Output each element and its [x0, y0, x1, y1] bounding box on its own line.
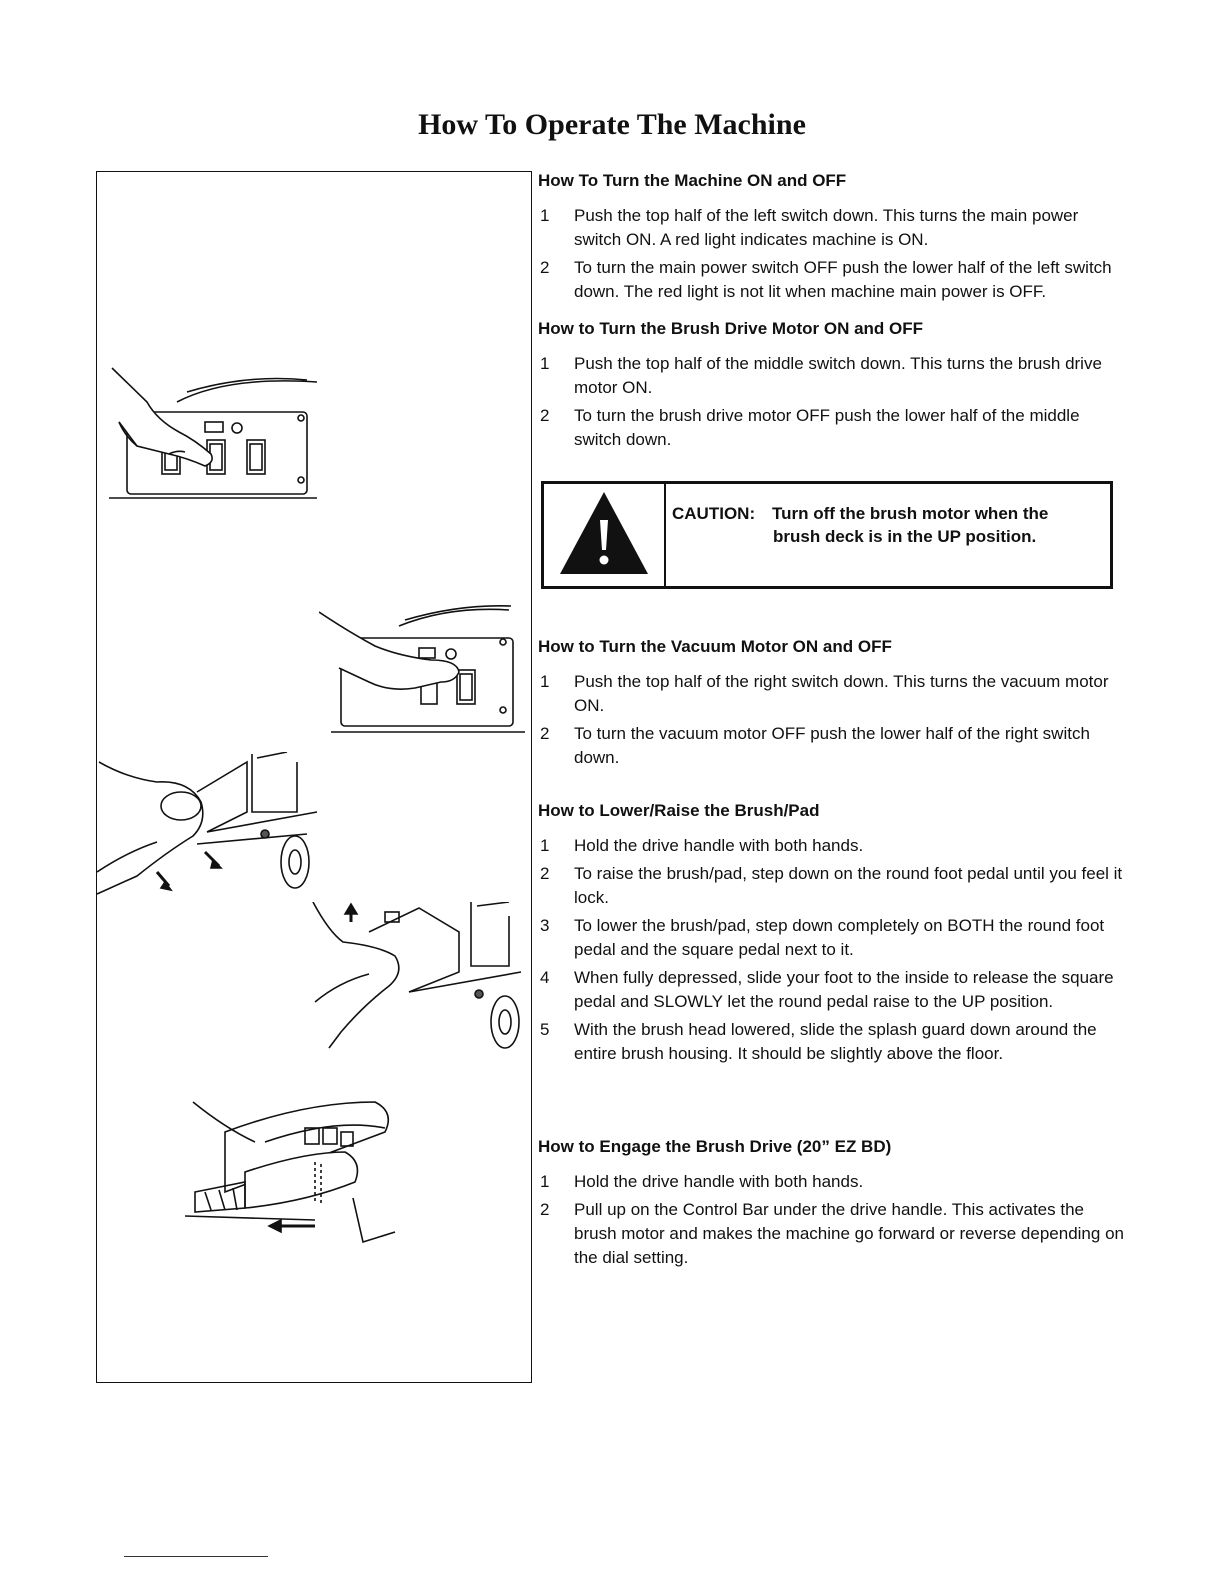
control-bar-illustration — [185, 1092, 415, 1252]
caution-message-line1: Turn off the brush motor when the — [772, 504, 1049, 523]
section-brush-motor — [538, 318, 1128, 452]
list-item: 4 When fully depressed, slide your foot to the inside to release the square pedal and SLOWLY let the round pedal raise to the UP position. — [540, 968, 1114, 1011]
switch-panel-right-illustration — [319, 602, 525, 742]
section-heading: How to Engage the Brush Drive (20” EZ BD) — [538, 1137, 892, 1156]
footer-rule — [124, 1556, 268, 1557]
caution-text — [666, 484, 1048, 586]
list-item: 1 Push the top half of the left switch down. This turns the main power switch ON. A red light indicates machine is ON. — [540, 206, 1079, 249]
list-item: 2 To turn the main power switch OFF push the lower half of the left switch down. The red light is not lit when machine main power is OFF. — [540, 258, 1112, 301]
list-item: 1 Push the top half of the right switch down. This turns the vacuum motor ON. — [540, 672, 1109, 715]
list-item: 2 Pull up on the Control Bar under the drive handle. This activates the brush motor and makes the machine go forward or reverse depending on the dial setting. — [540, 1200, 1124, 1267]
list-item: 2 To turn the brush drive motor OFF push the lower half of the middle switch down. — [540, 406, 1080, 449]
section-heading: How to Turn the Brush Drive Motor ON and OFF — [538, 319, 924, 338]
foot-pedal-raise-illustration — [97, 752, 327, 902]
section-heading: How to Turn the Vacuum Motor ON and OFF — [538, 637, 892, 656]
list-item: 5 With the brush head lowered, slide the splash guard down around the entire brush housing. It should be slightly above the floor. — [540, 1020, 1097, 1063]
list-item: 3 To lower the brush/pad, step down completely on BOTH the round foot pedal and the square pedal next to it. — [540, 916, 1105, 959]
list-item: 2 To raise the brush/pad, step down on the round foot pedal until you feel it lock. — [540, 864, 1123, 907]
caution-label: CAUTION: — [672, 504, 756, 523]
page-title: How To Operate The Machine — [418, 108, 806, 141]
list-item: 2 To turn the vacuum motor OFF push the lower half of the right switch down. — [540, 724, 1090, 767]
section-lower-raise — [538, 800, 1128, 1070]
list-item: 1 Hold the drive handle with both hands. — [540, 836, 864, 855]
caution-message-line2: brush deck is in the UP position. — [773, 527, 1037, 546]
section-vacuum-motor — [538, 636, 1128, 774]
illustration-frame — [96, 171, 532, 1383]
list-item: 1 Push the top half of the middle switch down. This turns the brush drive motor ON. — [540, 354, 1102, 397]
switch-panel-left-illustration — [107, 362, 317, 502]
section-machine-power — [538, 170, 1128, 304]
section-heading: How To Turn the Machine ON and OFF — [538, 171, 847, 190]
warning-triangle-icon — [556, 488, 652, 583]
caution-icon-cell — [544, 484, 666, 586]
section-brush-drive — [538, 1136, 1128, 1274]
caution-box — [541, 481, 1113, 589]
section-heading: How to Lower/Raise the Brush/Pad — [538, 801, 820, 820]
foot-pedal-lower-illustration — [309, 902, 523, 1052]
list-item: 1 Hold the drive handle with both hands. — [540, 1172, 864, 1191]
